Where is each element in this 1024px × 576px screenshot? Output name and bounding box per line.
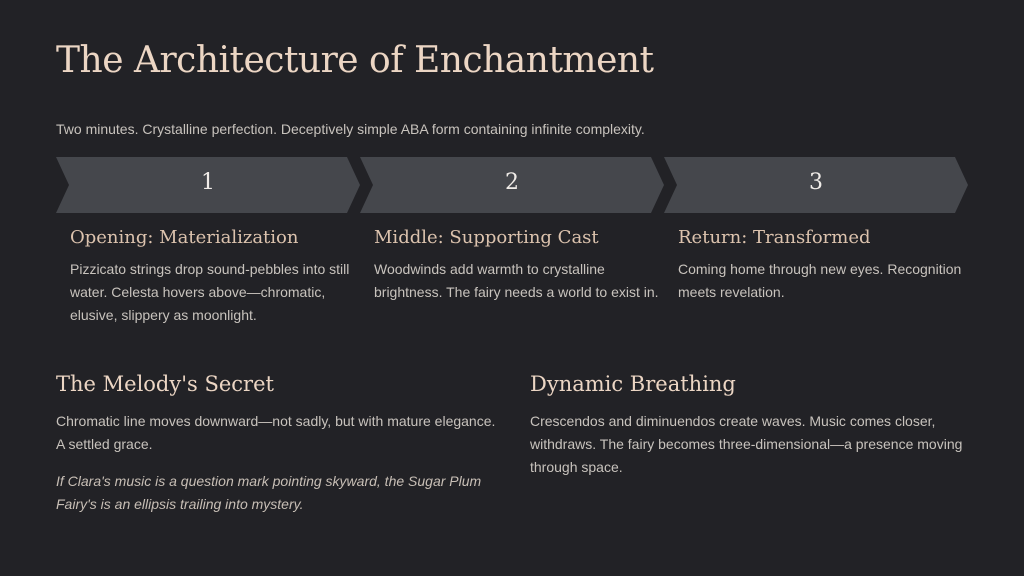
melody-section xyxy=(56,372,496,516)
step-3-column xyxy=(678,227,963,304)
step-2-column xyxy=(374,227,659,304)
step-3-number: 3 xyxy=(809,170,823,195)
page-subtitle: Two minutes. Crystalline perfection. Deceptively simple ABA form containing infinite complexity. xyxy=(56,121,645,137)
step-2-body: Woodwinds add warmth to crystalline brightness. The fairy needs a world to exist in. xyxy=(374,261,659,300)
melody-quote: If Clara's music is a question mark pointing skyward, the Sugar Plum Fairy's is an ellipsis trailing into mystery. xyxy=(56,473,482,512)
melody-body: Chromatic line moves downward—not sadly, but with mature elegance. A settled grace. xyxy=(56,413,496,452)
step-1-number: 1 xyxy=(201,170,215,195)
dynamics-section xyxy=(530,372,970,479)
dynamics-heading: Dynamic Breathing xyxy=(530,372,736,396)
melody-heading: The Melody's Secret xyxy=(56,372,274,396)
step-2-number: 2 xyxy=(505,170,519,195)
step-3-heading: Return: Transformed xyxy=(678,227,871,248)
step-2-heading: Middle: Supporting Cast xyxy=(374,227,599,248)
step-1-heading: Opening: Materialization xyxy=(70,227,299,248)
step-3-body: Coming home through new eyes. Recognition meets revelation. xyxy=(678,261,962,300)
step-1-column xyxy=(70,227,355,327)
page-title: The Architecture of Enchantment xyxy=(56,40,654,81)
dynamics-body: Crescendos and diminuendos create waves. Music comes closer, withdraws. The fairy becomes three-dimensional—a presence moving through space. xyxy=(530,413,963,475)
step-1-body: Pizzicato strings drop sound-pebbles into still water. Celesta hovers above—chromatic, elusive, slippery as moonlight. xyxy=(70,261,350,323)
